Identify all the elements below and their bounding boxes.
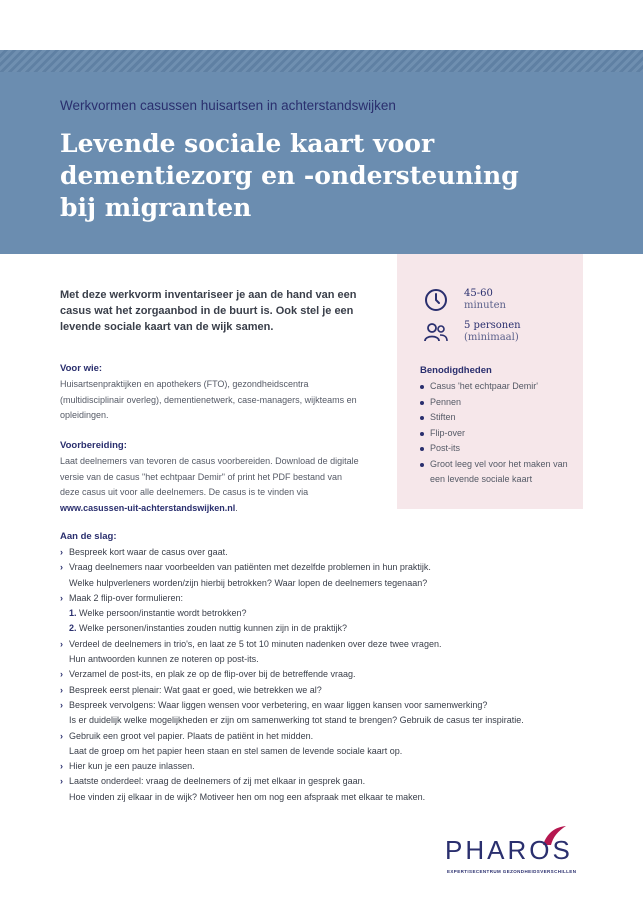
step-text: Vraag deelnemers naar voorbeelden van patiënten met dezelfde problemen in hun praktijk. [69, 562, 431, 573]
duration-unit: minuten [464, 300, 506, 311]
step-text: Bespreek eerst plenair: Wat gaat er goed, wie betrekken we al? [69, 684, 322, 695]
step-text: Hier kun je een pauze inlassen. [69, 761, 195, 772]
duration-value: 45-60 [464, 288, 493, 299]
step-text: Verdeel de deelnemers in trio's, en laat ze 5 tot 10 minuten nadenken over deze twee vragen. [69, 638, 442, 649]
series-subtitle: Werkvormen casussen huisartsen in achterstandswijken [60, 98, 396, 113]
step-item [60, 698, 600, 729]
step-text: Laatste onderdeel: vraag de deelnemers of zij met elkaar in gesprek gaan. [69, 776, 366, 787]
list-item: Pennen [420, 395, 570, 411]
step-subitem [60, 621, 600, 636]
step-text: Verzamel de post-its, en plak ze op de flip-over bij de betreffende vraag. [69, 669, 356, 680]
aan-de-slag-heading: Aan de slag: [60, 531, 117, 542]
step-continuation: Hoe vinden zij elkaar in de wijk? Motiveer hen om nog een afspraak met elkaar te maken. [69, 791, 426, 802]
step-item [60, 545, 600, 560]
step-item [60, 683, 600, 698]
step-item [60, 560, 600, 591]
step-item [60, 637, 600, 668]
list-item: Post-its [420, 441, 570, 457]
title-line: bij migranten [60, 193, 252, 222]
people-icon [424, 320, 448, 349]
step-item [60, 667, 600, 682]
step-text: Bespreek kort waar de casus over gaat. [69, 547, 228, 557]
step-continuation: Laat de groep om het papier heen staan en stel samen de levende sociale kaart op. [69, 745, 403, 756]
voorbereiding-end: . [235, 502, 238, 513]
voor-wie-text: Huisartsenpraktijken en apothekers (FTO), gezondheidscentra (multidisciplinair overleg), dementienetwerk, case-managers, wijkteams en opleidingen. [60, 379, 357, 420]
step-continuation: Is er duidelijk welke mogelijkheden er zijn om samenwerking tot stand te brengen? Gebruik de casus ter inspiratie. [69, 715, 524, 726]
voor-wie-heading: Voor wie: [60, 363, 103, 374]
casus-link[interactable]: www.casussen-uit-achterstandswijken.nl [60, 502, 236, 513]
header-stripe [0, 50, 643, 72]
title-line: Levende sociale kaart voor [60, 129, 435, 158]
step-number: 2. [69, 623, 77, 634]
step-continuation: Welke hulpverleners worden/zijn hierbij betrokken? Waar lopen de deelnemers tegenaan? [69, 577, 428, 588]
clock-icon [424, 288, 448, 317]
list-item: Casus 'het echtpaar Demir' [420, 379, 570, 395]
step-text: Bespreek vervolgens: Waar liggen wensen voor verbetering, en waar liggen kansen voor samenwerking? [69, 699, 488, 710]
step-text: Maak 2 flip-over formulieren: [69, 592, 184, 603]
list-item: Flip-over [420, 426, 570, 442]
step-item [60, 591, 600, 606]
step-item [60, 759, 600, 774]
intro-text: Met deze werkvorm inventariseer je aan de hand van een casus wat het zorgaanbod in de buurt is. Ook stel je een levende sociale kaart van de wijk samen. [60, 289, 357, 333]
list-item: Groot leeg vel voor het maken van een levende sociale kaart [420, 457, 570, 488]
step-number: 1. [69, 608, 77, 619]
logo-wordmark: PHAROS [445, 835, 573, 865]
step-continuation: Hun antwoorden kunnen ze noteren op post-its. [69, 654, 259, 665]
step-subitem [60, 606, 600, 621]
steps-list [60, 545, 600, 805]
duration-row [424, 288, 506, 317]
step-text: Gebruik een groot vel papier. Plaats de patiënt in het midden. [69, 730, 314, 741]
logo-tagline: EXPERTISECENTRUM GEZONDHEIDSVERSCHILLEN [447, 869, 577, 874]
top-margin [0, 0, 643, 50]
step-item [60, 774, 600, 805]
step-text: Welke persoon/instantie wordt betrokken? [79, 608, 247, 619]
page-title [60, 128, 580, 224]
people-value: 5 personen [464, 320, 521, 331]
title-line: dementiezorg en -ondersteuning [60, 161, 519, 190]
voorbereiding-heading: Voorbereiding: [60, 440, 127, 451]
list-item: Stiften [420, 410, 570, 426]
people-unit: (minimaal) [464, 332, 519, 343]
pharos-logo [445, 825, 585, 875]
benodigdheden-list [420, 379, 570, 488]
people-row [424, 320, 521, 349]
step-text: Welke personen/instanties zouden nuttig kunnen zijn in de praktijk? [79, 623, 348, 634]
voorbereiding-text [60, 454, 360, 516]
voorbereiding-body: Laat deelnemers van tevoren de casus voorbereiden. Download de digitale versie van de casus "het echtpaar Demir" of print het PDF bestand van deze casus uit voor alle deelnemers. De casus is te vinden via [60, 456, 359, 497]
benodigdheden-heading: Benodigdheden [420, 365, 492, 376]
step-item [60, 729, 600, 760]
